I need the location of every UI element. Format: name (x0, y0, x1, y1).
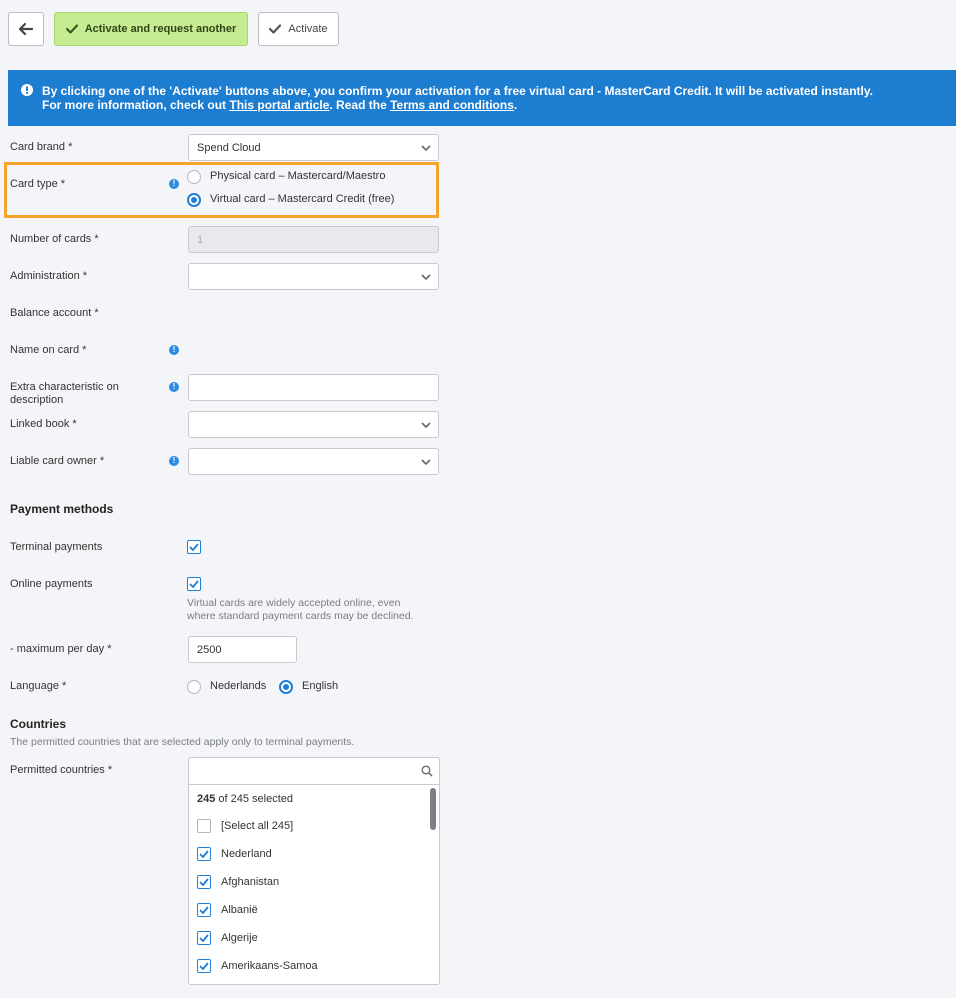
search-icon (421, 765, 433, 777)
country-label: Afghanistan (221, 876, 280, 888)
country-label: [Select all 245] (221, 820, 294, 832)
list-item[interactable] (197, 958, 318, 974)
card-type-virtual-label: Virtual card – Mastercard Credit (free) (210, 193, 395, 205)
card-type-physical-label: Physical card – Mastercard/Maestro (210, 170, 386, 182)
balance-account-label: Balance account * (10, 307, 99, 319)
number-of-cards-value: 1 (197, 233, 204, 246)
country-label: Nederland (221, 848, 272, 860)
chevron-down-icon (421, 420, 431, 432)
administration-label: Administration * (10, 270, 88, 282)
administration-select[interactable] (188, 263, 439, 290)
info-icon[interactable]: ! (169, 382, 179, 392)
list-item[interactable] (197, 902, 258, 918)
activate-and-request-another-label: Activate and request another (84, 23, 237, 35)
online-payments-checkbox[interactable] (187, 577, 201, 591)
info-banner (8, 70, 956, 126)
terminal-payments-label: Terminal payments (10, 541, 103, 553)
language-nederlands-label: Nederlands (210, 680, 267, 692)
checkmark-icon (189, 543, 199, 551)
linked-book-select[interactable] (188, 411, 439, 438)
info-icon[interactable]: ! (169, 179, 179, 189)
card-brand-label: Card brand * (10, 141, 73, 153)
list-item[interactable] (197, 930, 258, 946)
country-search-input[interactable] (189, 758, 439, 785)
select-all-checkbox[interactable] (197, 819, 211, 833)
checkmark-icon (269, 24, 281, 34)
language-label: Language * (10, 680, 67, 692)
back-button[interactable] (8, 12, 44, 46)
name-on-card-label: Name on card * (10, 344, 87, 356)
country-checkbox[interactable] (197, 875, 211, 889)
banner-line-2: For more information, check out This portal article. Read the Terms and conditions. (42, 98, 518, 112)
country-checkbox[interactable] (197, 931, 211, 945)
liable-card-owner-label: Liable card owner * (10, 455, 105, 467)
activate-button[interactable] (258, 12, 339, 46)
card-type-label: Card type * (10, 178, 66, 190)
card-brand-select[interactable] (188, 134, 439, 161)
country-label: Albanië (221, 904, 258, 916)
max-per-day-input[interactable] (188, 636, 297, 663)
selected-count: 245 of 245 selected (197, 793, 294, 805)
terms-link[interactable]: Terms and conditions (390, 98, 514, 112)
online-payments-hint: Virtual cards are widely accepted online, even where standard payment cards may be declined. (187, 597, 414, 622)
country-checkbox[interactable] (197, 959, 211, 973)
scrollbar[interactable] (430, 788, 436, 830)
number-of-cards-input (188, 226, 439, 253)
list-item[interactable] (197, 818, 293, 834)
country-label: Amerikaans-Samoa (221, 960, 318, 972)
chevron-down-icon (421, 272, 431, 284)
portal-article-link[interactable]: This portal article (229, 98, 330, 112)
max-per-day-label: - maximum per day * (10, 643, 112, 655)
number-of-cards-label: Number of cards * (10, 233, 99, 245)
language-english-radio[interactable] (279, 680, 293, 694)
checkmark-icon (189, 580, 199, 588)
checkmark-icon (66, 24, 78, 34)
permitted-countries-label: Permitted countries * (10, 764, 113, 776)
extra-characteristic-input[interactable] (188, 374, 439, 401)
countries-hint: The permitted countries that are selected apply only to terminal payments. (10, 736, 355, 748)
list-item[interactable] (197, 874, 279, 890)
max-per-day-value: 2500 (197, 643, 222, 656)
permitted-countries-list[interactable] (188, 757, 440, 985)
chevron-down-icon (421, 143, 431, 155)
card-type-physical-radio[interactable] (187, 170, 201, 184)
list-item[interactable] (197, 846, 272, 862)
online-payments-label: Online payments (10, 578, 93, 590)
language-nederlands-radio[interactable] (187, 680, 201, 694)
liable-card-owner-select[interactable] (188, 448, 439, 475)
chevron-down-icon (421, 457, 431, 469)
banner-line-1: By clicking one of the 'Activate' buttons above, you confirm your activation for a free virtual card - MasterCard Credit. It will be activated instantly. (42, 84, 873, 98)
info-icon[interactable]: ! (169, 456, 179, 466)
payment-methods-title: Payment methods (10, 502, 114, 516)
card-brand-value: Spend Cloud (197, 141, 261, 154)
terminal-payments-checkbox[interactable] (187, 540, 201, 554)
country-label: Algerije (221, 932, 258, 944)
card-type-virtual-radio[interactable] (187, 193, 201, 207)
info-icon (21, 84, 33, 99)
activate-label: Activate (288, 23, 328, 35)
language-english-label: English (302, 680, 339, 692)
info-icon[interactable]: ! (169, 345, 179, 355)
country-checkbox[interactable] (197, 847, 211, 861)
countries-title: Countries (10, 717, 67, 731)
extra-characteristic-label: Extra characteristic on description (10, 381, 119, 406)
linked-book-label: Linked book * (10, 418, 77, 430)
activate-and-request-another-button[interactable] (54, 12, 248, 46)
country-checkbox[interactable] (197, 903, 211, 917)
arrow-left-icon (19, 23, 33, 35)
